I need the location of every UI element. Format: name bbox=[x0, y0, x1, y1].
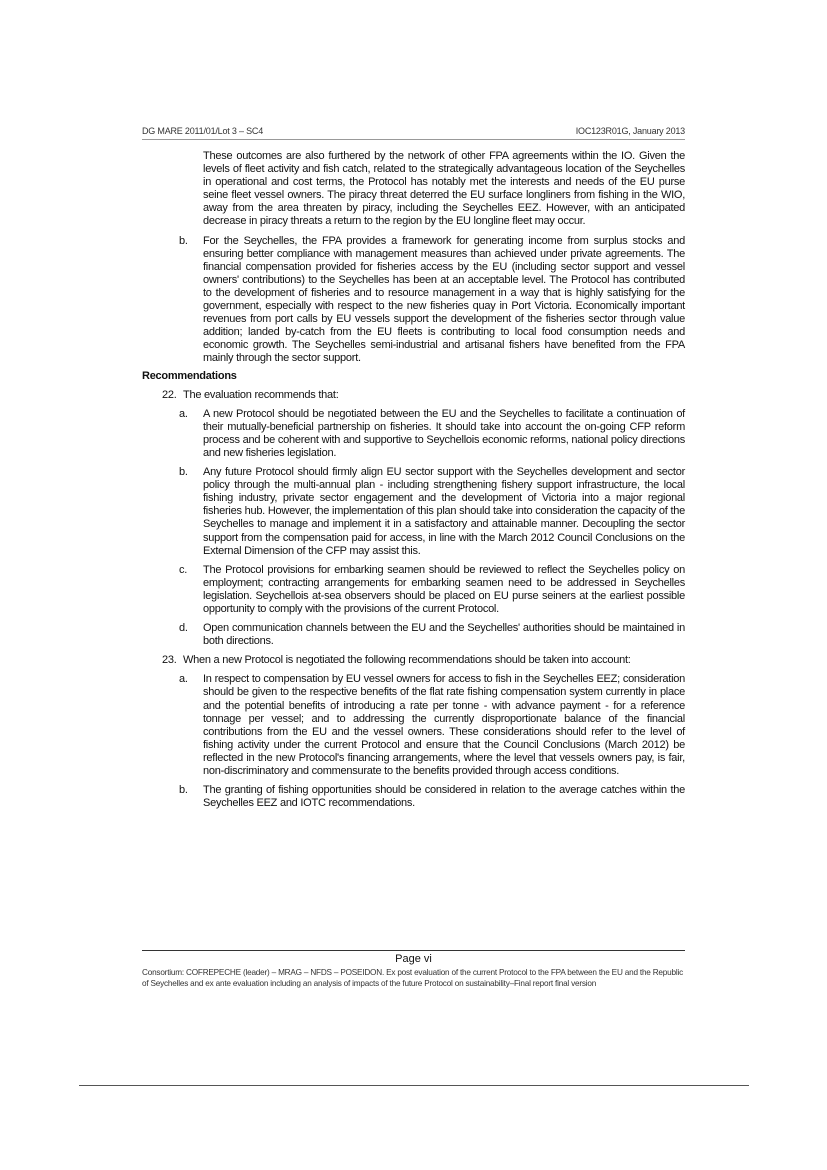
list-marker: a. bbox=[179, 407, 188, 420]
main-content bbox=[142, 150, 685, 810]
list-item-text: The granting of fishing opportunities should be considered in relation to the average catches within the Seychelles EEZ and IOTC recommendations. bbox=[203, 784, 685, 810]
list-marker: d. bbox=[179, 622, 188, 635]
footer-consortium-note: Consortium: COFREPECHE (leader) – MRAG – NFDS – POSEIDON. Ex post evaluation of the current Protocol to the FPA between the EU and the Republic of Seychelles and ex ante evaluation including an analysis of impacts of the future Protocol on sustainability–Final report final version bbox=[142, 968, 683, 988]
header-project-reference: DG MARE 2011/01/Lot 3 – SC4 bbox=[142, 126, 263, 136]
item-text: The evaluation recommends that: bbox=[183, 388, 339, 401]
item-text: When a new Protocol is negotiated the following recommendations should be taken into account: bbox=[183, 654, 631, 667]
page-bottom-divider bbox=[79, 1085, 749, 1086]
page-number: Page vi bbox=[395, 953, 432, 965]
list-item-text: Open communication channels between the EU and the Seychelles' authorities should be maintained in both directions. bbox=[203, 622, 685, 648]
recommendation-22a bbox=[179, 408, 685, 460]
header-divider bbox=[142, 139, 685, 140]
list-item-text: A new Protocol should be negotiated between the EU and the Seychelles to facilitate a continuation of their mutually-beneficial partnership on fisheries. It should take into account the on-going CFP reform process and be coherent with and supportive to Seychellois economic reforms, national policy directions and new fisheries legislation. bbox=[203, 407, 685, 459]
list-item-text: The Protocol provisions for embarking seamen should be reviewed to reflect the Seychelles policy on employment; contracting arrangements for embarking seamen need to be addressed in Seychelles legislation. Seychellois at-sea observers should be placed on EU purse seiners at the earliest possible opportunity to comply with the provisions of the current Protocol. bbox=[203, 563, 685, 615]
recommendation-23b bbox=[179, 784, 685, 810]
numbered-item-23 bbox=[162, 654, 685, 667]
list-marker: c. bbox=[179, 563, 188, 576]
item-number: 23. bbox=[162, 654, 177, 667]
recommendation-22c bbox=[179, 564, 685, 616]
list-item-text: For the Seychelles, the FPA provides a framework for generating income from surplus stocks and ensuring better compliance with management measures than achieved under private agreements. The financial compensation provided for fisheries access by the EU (including sector support and vessel owners' contributions) to the Seychelles has been at an acceptable level. The Protocol has contributed to the development of fisheries and to resource management in a way that is highly satisfying for the government, especially with respect to the new fisheries quay in Port Victoria. Economically important revenues from port calls by EU vessels support the development of the fisheries sector through value addition; landed by-catch from the EU fleets is contributing to local food consumption needs and economic growth. The Seychelles semi-industrial and artisanal fishers have benefited from the FPA mainly through the sector support. bbox=[203, 234, 685, 365]
section-heading-recommendations: Recommendations bbox=[142, 369, 237, 382]
list-marker: a. bbox=[179, 673, 188, 686]
list-item-text: Any future Protocol should firmly align EU sector support with the Seychelles development and sector policy through the multi-annual plan - including strengthening fishery support infrastructure, the local fishing industry, private sector engagement and the development of Victoria into a major regional fisheries hub. However, the implementation of this plan should take into consideration the capacity of the Seychelles to manage and implement it in a satisfactory and attainable manner. Decoupling the sector support from the compensation paid for access, in line with the March 2012 Council Conclusions on the External Dimension of the CFP may assist this. bbox=[203, 466, 685, 557]
recommendation-23a bbox=[179, 673, 685, 778]
list-item-text: In respect to compensation by EU vessel owners for access to fish in the Seychelles EEZ; consideration should be given to the respective benefits of the flat rate fishing compensation system currently in place and the potential benefits of introducing a rate per tonne - with advance payment - for a reference tonnage per vessel; and to addressing the currently disproportionate balance of the financial contributions from the EU and the vessel owners. These considerations should refer to the level of fishing activity under the current Protocol and ensure that the Council Conclusions (March 2012) be reflected in the new Protocol's financing arrangements, where the level that vessels owners pay, is fair, non-discriminatory and commensurate to the benefits provided through access conditions. bbox=[203, 673, 685, 778]
continued-paragraph: These outcomes are also furthered by the network of other FPA agreements within the IO. Given the levels of fleet activity and fish catch, related to the strategically advantageous location of the Seychelles in operational and cost terms, the Protocol has notably met the interests and needs of the EU purse seine fleet vessel owners. The piracy threat deterred the EU surface longliners from fishing in the WIO, away from the area threaten by piracy, including the Seychelles EEZ. However, with an anticipated decrease in piracy threats a return to the region by the EU longline fleet may occur. bbox=[203, 150, 685, 228]
item-number: 22. bbox=[162, 388, 177, 401]
recommendation-22b bbox=[179, 466, 685, 558]
recommendation-22d bbox=[179, 622, 685, 648]
list-marker: b. bbox=[179, 466, 188, 479]
running-header bbox=[142, 126, 685, 136]
numbered-item-22 bbox=[162, 389, 685, 402]
footer-divider bbox=[142, 950, 685, 951]
header-document-reference: IOC123R01G, January 2013 bbox=[575, 126, 685, 136]
list-item-b bbox=[179, 235, 685, 366]
list-marker: b. bbox=[179, 784, 188, 797]
list-marker: b. bbox=[179, 234, 188, 247]
